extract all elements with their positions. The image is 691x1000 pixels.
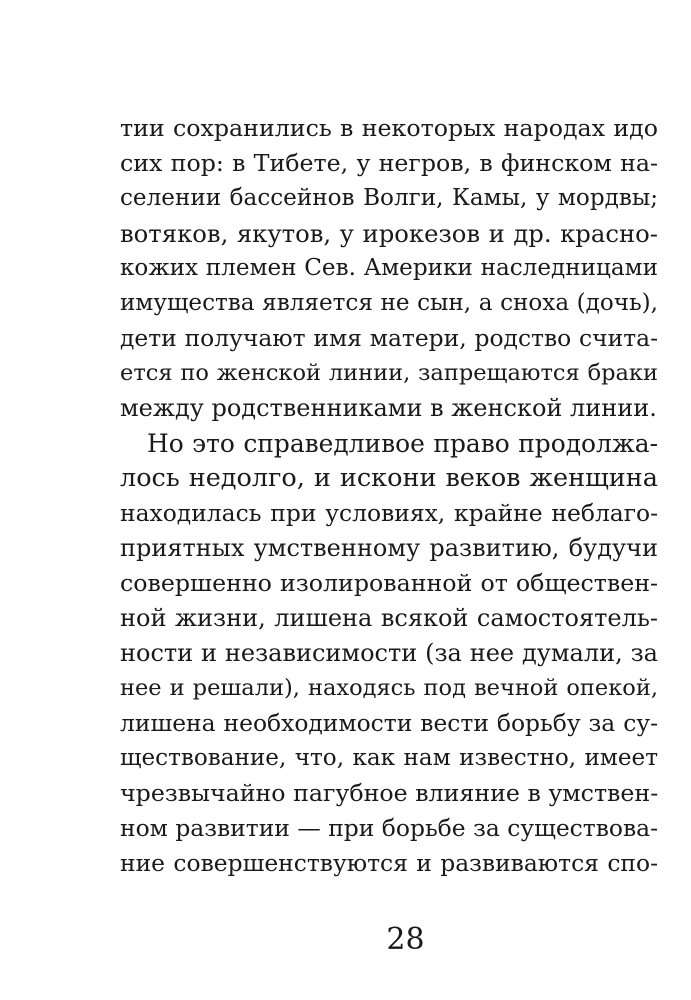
text-line: находилась при условиях, крайне неблаго- [120,499,658,527]
text-line: селении бассейнов Волги, Камы, у мордвы; [120,185,658,211]
text-line: нее и решали), находясь под вечной опекой, [120,675,658,701]
text-line: сих пор: в Тибете, у негров, в финском на- [120,149,658,177]
text-line: совершенно изолированной от обществен- [120,569,658,597]
text-line: ном развитии — при борьбе за существова- [120,814,658,842]
text-line: между родственниками в женской линии. [120,394,657,422]
page-number: 28 [386,922,425,957]
text-line: имущества является не сын, а сноха (дочь), [120,290,658,316]
text-line: лось недолго, и искони веков женщина [120,463,658,493]
text-line: лишена необходимости вести борьбу за су- [120,709,658,737]
text-line: ние совершенствуются и развиваются спо- [120,849,658,877]
text-line: ности и независимости (за нее думали, за [120,639,658,667]
body-text [120,111,658,881]
text-line: тии сохранились в некоторых народах идо [120,114,658,142]
text-line: Но это справедливое право продолжа- [147,429,658,458]
text-line: дети получают имя матери, родство счита- [120,324,658,352]
text-line: ется по женской линии, запрещаются браки [120,360,658,386]
text-line: кожих племен Сев. Америки наследницами [120,255,658,281]
text-line: ществование, что, как нам известно, имеет [120,745,658,771]
text-line: приятных умственному развитию, будучи [120,534,658,562]
text-line: чрезвычайно пагубное влияние в умствен- [120,779,659,807]
text-line: ной жизни, лишена всякой самостоятель- [120,604,658,632]
text-line: вотяков, якутов, у ирокезов и др. красно- [120,219,658,248]
